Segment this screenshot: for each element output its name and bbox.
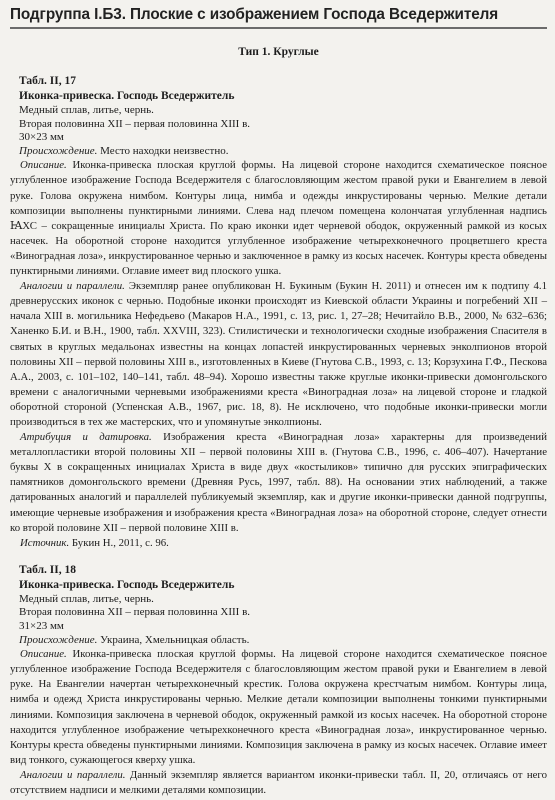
provenance-line: [19, 145, 547, 159]
size-line: 30×23 мм: [19, 131, 64, 144]
attribution-text: Изображения креста «Виноградная лоза» характерны для произведений металлопластики второй половины XII – первой половины XIII в. (Гнутова С.В., 1996, с. 406–407). Начертание буквы Х в сокращенных инициалах Христа в виде двух «костыликов» типично для русских эпиграфических памятников домонгольского времени (Древняя Русь, 1997, табл. 88). На основании этих наблюдений, а также датированных аналогий и параллелей публикуемый экземпляр, как и другие иконки-привески данной подгруппы, имеющие черневые изображения и изображения креста «Виноградная лоза» на оборотной стороне, следует отнести ко второй половине XII – первой половине XIII в.: [10, 431, 547, 534]
provenance-text: Место находки неизвестно.: [97, 144, 229, 157]
description-text: Иконка-привеска плоская круглой формы. На лицевой стороне находится схематическое поясное углубленное изображение Господа Вседержителя с благословляющим жестом правой руки и Евангелием в левой руке. На Евангелии начертан четырехконечный крестик. Голова окружена крестчатым нимбом. Контуры лица, нимба и одежд Христа инкрустированы чернью. Мелкие детали композиции выполнены тонкими пунктирными линиями. Композиция заключена в черневой ободок, окруженный рамкой из косых насечек. На оборотной стороне находится углубленное изображение четырехконечного креста «Виноградная лоза», инкрустированное чернью. Контуры креста обведены пунктирными линиями. Композиция заключена в рамку из косых насечек. Оглавие имеет вид тонкого, сужающегося кверху ушка.: [10, 648, 547, 766]
attribution-label: Атрибуция и датировка.: [20, 431, 152, 444]
description-paragraph: [10, 647, 547, 768]
provenance-text: Украина, Хмельницкая область.: [97, 633, 250, 646]
description-label: Описание.: [20, 159, 67, 172]
provenance-label: Происхождение.: [19, 633, 98, 646]
analogies-paragraph: [10, 768, 547, 798]
analogies-text: Экземпляр ранее опубликован Н. Букиным (Букин Н. 2011) и отнесен им к подтипу 4.1 древнерусских иконок с чернью. Подобные иконки происходят из Киевской области Украины и погребений XII – начала XIII в. могильника Нефедьево (Макаров Н.А., 1991, с. 13, рис. 1, 27–28; Нечитайло В.В., 2000, № 632–636; Ханенко Б.И. и В.Н., 1900, табл. XXVIII, 323). Стилистически и технологически сходные изображения Спасителя в святых в круглых медальонах известны на концах лопастей инкрустированных черневых энколпионов второй половины XII – первой половины XIII в., изготовленных в Киеве (Гнутова С.В., 1993, с. 13; Корзухина Г.Ф., Пескова А.А., 2003, с. 101–102, 140–141, табл. 48–94). Хорошо известны также круглые иконки-привески домонгольского времени с аналогичными черневыми изображениями креста «Виноградная лоза» на лицевой стороне и гладкой оборотной стороной (Успенская А.В., 1967, рис. 18, 8). Не исключено, что подобные иконки-привески могли производиться в тех же мастерских, что и упомянутые энколпионы.: [10, 280, 547, 428]
heading-rule: [10, 27, 547, 29]
date-line: Вторая половинна XII – первая половинна XIII в.: [19, 606, 251, 619]
section-title: Тип 1. Круглые: [238, 46, 319, 58]
analogies-paragraph: [10, 279, 547, 430]
material-line: Медный сплав, литье, чернь.: [19, 592, 154, 605]
description-paragraph: [10, 158, 547, 279]
attribution-paragraph: [10, 430, 547, 536]
source-text: Букин Н., 2011, с. 96.: [69, 536, 169, 549]
item-title: Иконка-привеска. Господь Вседержитель: [19, 578, 235, 591]
analogies-text: Данный экземпляр является вариантом иконки-привески табл. II, 20, отличаясь от него отсутствием надписи и мелкими деталями композиции.: [10, 768, 547, 797]
material-line: Медный сплав, литье, чернь.: [19, 104, 154, 116]
source-label: Источник.: [20, 536, 70, 549]
provenance-line: [19, 634, 547, 648]
table-reference: Табл. II, 18: [19, 563, 77, 576]
item-title: Иконка-привеска. Господь Вседержитель: [19, 90, 235, 102]
catalog-entry: [10, 74, 547, 551]
source-paragraph: [10, 536, 547, 551]
analogies-label: Аналогии и параллели.: [20, 768, 126, 781]
page-heading: Подгруппа I.Б3. Плоские с изображением Господа Вседержителя: [10, 6, 499, 23]
description-label: Описание.: [20, 648, 67, 661]
date-line: Вторая половинна XII – первая половинна XIII в.: [19, 117, 251, 130]
provenance-label: Происхождение.: [19, 144, 98, 157]
analogies-label: Аналогии и параллели.: [20, 280, 125, 293]
size-line: 31×23 мм: [19, 620, 64, 632]
description-text: Иконка-привеска плоская круглой формы. На лицевой стороне находится схематическое поясное углубленное изображение Господа Вседержителя с благословляющим жестом правой руки и Евангелием в левой руке. Голова окружена нимбом. Контуры лица, нимба и одежды инкрустированы чернью. Мелкие детали композиции выполнены пунктирными линиями. Слева над плечом помещена колончатая углубленная надпись ꙖХС – сокращенные инициалы Христа. По краю иконки идет черневой ободок, окруженный рамкой из косых насечек. На оборотной стороне находится углубленное изображение четырехконечного процветшего креста «Виноградная лоза», инкрустированное чернью и заключенное в рамку из косых насечек. Контуры креста обведены пунктирными линиями. Оглавие имеет вид плоского ушка.: [10, 159, 547, 278]
catalog-entry: [10, 563, 547, 798]
table-reference: Табл. II, 17: [19, 75, 77, 87]
